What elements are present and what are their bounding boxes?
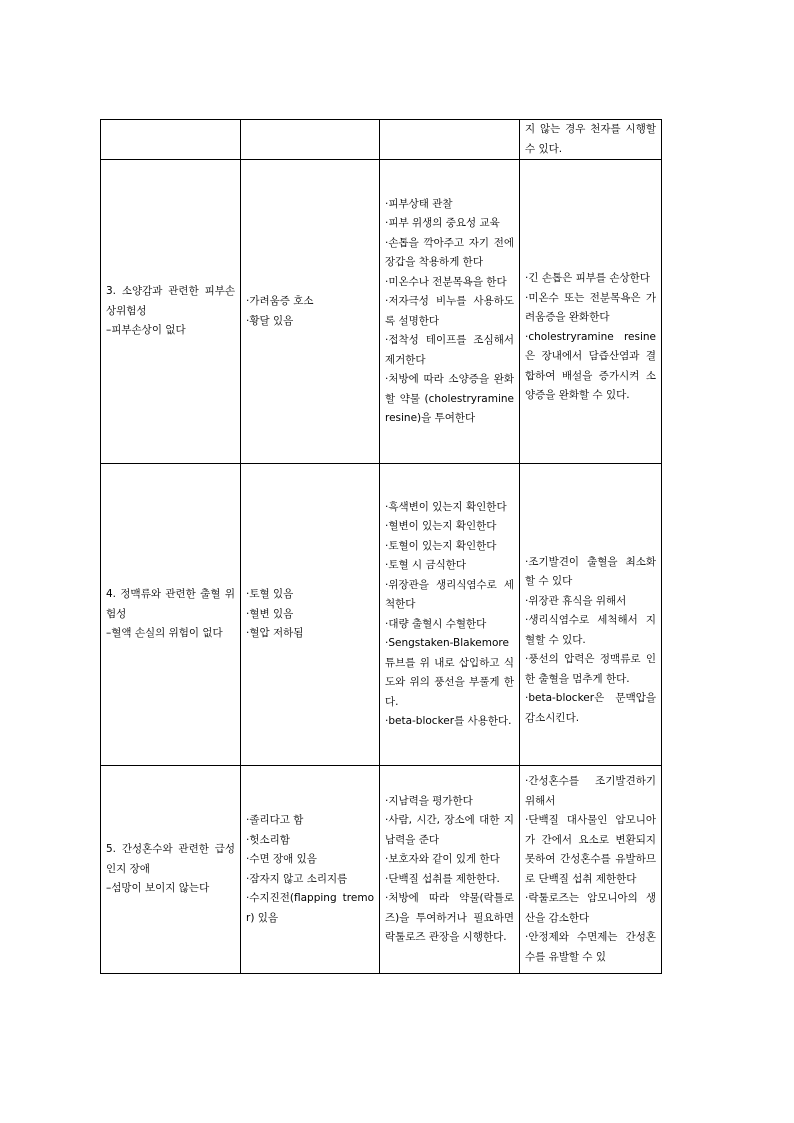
table-row [101,766,662,974]
intervention-item: ·접착성 테이프를 조심해서 제거한다 [385,334,514,366]
data-item: ·황달 있음 [246,314,294,327]
intervention-item: ·단백질 섭취를 제한한다. [385,872,500,885]
diagnosis-goal: –피부손상이 없다 [106,324,186,337]
intervention-item: ·대량 출혈시 수혈한다 [385,617,487,630]
diagnosis-goal: –섬망이 보이지 않는다 [106,882,210,895]
intervention-item: ·피부상태 관찰 [385,197,453,210]
intervention-item: ·흑색변이 있는지 확인한다 [385,500,507,513]
diagnosis-cell [101,120,241,160]
intervention-item: ·손톱을 깍아주고 자기 전에 장갑을 착용하게 한다 [385,236,514,268]
rationale-item: ·cholestryramine resine은 장내에서 담즙산염과 결합하여 배설을 증가시켜 소양증을 완화할 수 있다. [525,330,656,402]
rationale-item: ·미온수 또는 전분목욕은 가려움증을 완화한다 [525,291,656,324]
rationale-cell [520,464,662,766]
diagnosis-title: 3. 소양감과 관련한 피부손상위험성 [106,285,235,317]
rationale-item: ·풍선의 압력은 정맥류로 인한 출혈을 멈추게 한다. [525,653,656,685]
rationale-cell [520,766,662,974]
data-item: ·수면 장애 있음 [246,853,317,865]
data-item: ·혈변 있음 [246,607,294,620]
rationale-item: ·조기발견이 출혈을 최소화 할 수 있다 [525,555,656,588]
data-item: ·잠자지 않고 소리지름 [246,872,348,885]
intervention-item: ·지남력을 평가한다 [385,794,473,807]
intervention-item: ·피부 위생의 중요성 교육 [385,217,500,229]
rationale-item: ·긴 손톱은 피부를 손상한다 [525,272,650,285]
rationale-item: ·안정제와 수면제는 간성혼수를 유발할 수 있 [525,931,656,963]
rationale-item: ·생리식염수로 세척해서 지혈할 수 있다. [525,614,656,646]
intervention-item: ·저자극성 비누를 사용하도록 설명한다 [385,295,514,327]
intervention-item: ·위장관을 생리식염수로 세척한다 [385,578,514,610]
data-item: ·혈압 저하됨 [246,627,304,640]
intervention-item: ·보호자와 같이 있게 한다 [385,853,500,865]
table-row [101,160,662,464]
table-row [101,120,662,160]
rationale-item: ·단백질 대사물인 암모니아가 간에서 요소로 변환되지 못하여 간성혼수를 유발하므로 단백질 섭취 제한한다 [525,814,656,885]
data-cell [241,160,380,464]
diagnosis-goal: –혈액 손실의 위험이 없다 [106,627,223,640]
intervention-item: ·처방에 따라 소양증을 완화할 약물 (cholestryramine resine)을 투여한다 [385,373,514,424]
data-item: ·토혈 있음 [246,588,294,601]
diagnosis-cell [101,464,241,766]
data-item: ·헛소리함 [246,833,290,846]
data-cell [241,120,380,160]
intervention-item: ·beta-blocker를 사용한다. [385,715,512,727]
rationale-item: ·위장관 휴식을 위해서 [525,594,627,607]
diagnosis-cell [101,766,241,974]
intervention-item: ·토혈 시 금식한다 [385,559,467,571]
intervention-item: ·혈변이 있는지 확인한다 [385,520,497,532]
intervention-cell [380,120,520,160]
rationale-cell [520,160,662,464]
intervention-item: ·미온수나 전분목욕을 한다 [385,275,507,288]
rationale-item: ·간성혼수를 조기발견하기 위해서 [525,775,656,807]
rationale-text: 지 않는 경우 천자를 시행할 수 있다. [525,123,656,155]
table-row [101,464,662,766]
intervention-cell [380,766,520,974]
intervention-item: ·토혈이 있는지 확인한다 [385,539,497,552]
data-cell [241,766,380,974]
diagnosis-cell [101,160,241,464]
rationale-item: ·beta-blocker은 문맥압을 감소시킨다. [525,692,656,724]
nursing-care-plan-table [100,119,662,974]
intervention-item: ·Sengstaken-Blakemore 튜브를 위 내로 삽입하고 식도와 위의 풍선을 부풀게 한다. [385,637,514,708]
rationale-item: ·락툴로즈는 암모니아의 생산을 감소한다 [525,892,656,924]
rationale-cell [520,120,662,160]
intervention-cell [380,160,520,464]
data-item: ·가려움증 호소 [246,295,314,307]
diagnosis-title: 5. 간성혼수와 관련한 급성 인지 장애 [106,843,235,875]
intervention-item: ·처방에 따라 약물(락틀로즈)을 투여하거나 필요하면 락툴로즈 관장을 시행한다. [385,892,514,943]
data-cell [241,464,380,766]
diagnosis-title: 4. 정맥류와 관련한 출혈 위험성 [106,588,235,620]
data-item: ·졸리다고 함 [246,814,304,826]
data-item: ·수지진전(flapping tremor) 있음 [246,892,374,924]
intervention-cell [380,464,520,766]
intervention-item: ·사람, 시간, 장소에 대한 지남력을 준다 [385,814,514,846]
